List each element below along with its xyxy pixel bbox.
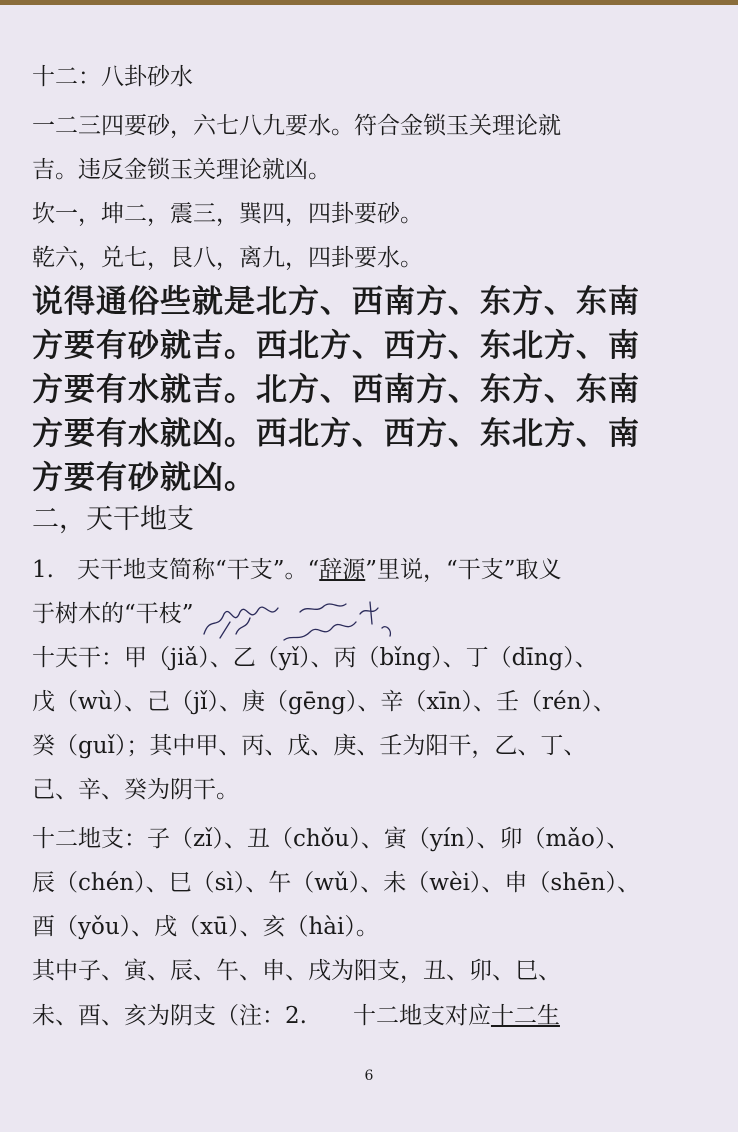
underlined-term: 辞源 <box>319 557 366 583</box>
section-heading-ganzhi: 二，天干地支 <box>32 504 194 535</box>
page-number: 6 <box>364 1068 374 1084</box>
text-line-dizhi: 十二地支：子（zǐ）、丑（chǒu）、寅（yín）、卯（mǎo）、 <box>32 826 630 852</box>
bold-text-line: 方要有水就凶。西北方、西方、东北方、南 <box>32 416 640 452</box>
text-line: 一二三四要砂，六七八九要水。符合金锁玉关理论就 <box>32 113 561 139</box>
bold-text-line: 说得通俗些就是北方、西南方、东方、东南 <box>32 284 640 320</box>
handwritten-annotation <box>200 594 400 650</box>
handwriting-scribble <box>200 594 400 650</box>
bold-text-line: 方要有砂就凶。 <box>32 460 256 496</box>
text-segment: 1. 天干地支简称“干支”。“ <box>32 557 320 583</box>
text-line: 吉。违反金锁玉关理论就凶。 <box>32 157 331 183</box>
text-line-with-underline <box>32 1001 560 1031</box>
bold-text-line: 方要有砂就吉。西北方、西方、东北方、南 <box>32 328 640 364</box>
text-segment: ”里说，“干支”取义 <box>365 557 562 583</box>
text-line: 坎一，坤二，震三，巽四，四卦要砂。 <box>32 201 423 227</box>
bold-text-line: 方要有水就吉。北方、西南方、东方、东南 <box>32 372 640 408</box>
text-line: 于树木的“干枝” <box>32 601 194 627</box>
text-line: 酉（yǒu）、戌（xū）、亥（hài）。 <box>32 914 379 940</box>
text-line-with-underline <box>32 555 562 585</box>
text-line: 癸（guǐ）；其中甲、丙、戊、庚、壬为阳干，乙、丁、 <box>32 733 587 759</box>
text-line: 辰（chén）、巳（sì）、午（wǔ）、未（wèi）、申（shēn）、 <box>32 870 640 896</box>
underlined-term: 十二生 <box>490 1003 560 1029</box>
section-heading-bagua: 十二：八卦砂水 <box>32 64 193 90</box>
text-line: 其中子、寅、辰、午、申、戌为阳支，丑、卯、巳、 <box>32 958 561 984</box>
text-line: 乾六，兑七，艮八，离九，四卦要水。 <box>32 245 423 271</box>
text-line: 戊（wù）、己（jǐ）、庚（gēng）、辛（xīn）、壬（rén）、 <box>32 689 616 715</box>
text-segment: 未、酉、亥为阴支（注：2. 十二地支对应 <box>32 1003 491 1029</box>
text-line: 己、辛、癸为阴干。 <box>32 777 239 803</box>
text-line-tiangan: 十天干：甲（jiǎ）、乙（yǐ）、丙（bǐng）、丁（dīng）、 <box>32 645 598 671</box>
